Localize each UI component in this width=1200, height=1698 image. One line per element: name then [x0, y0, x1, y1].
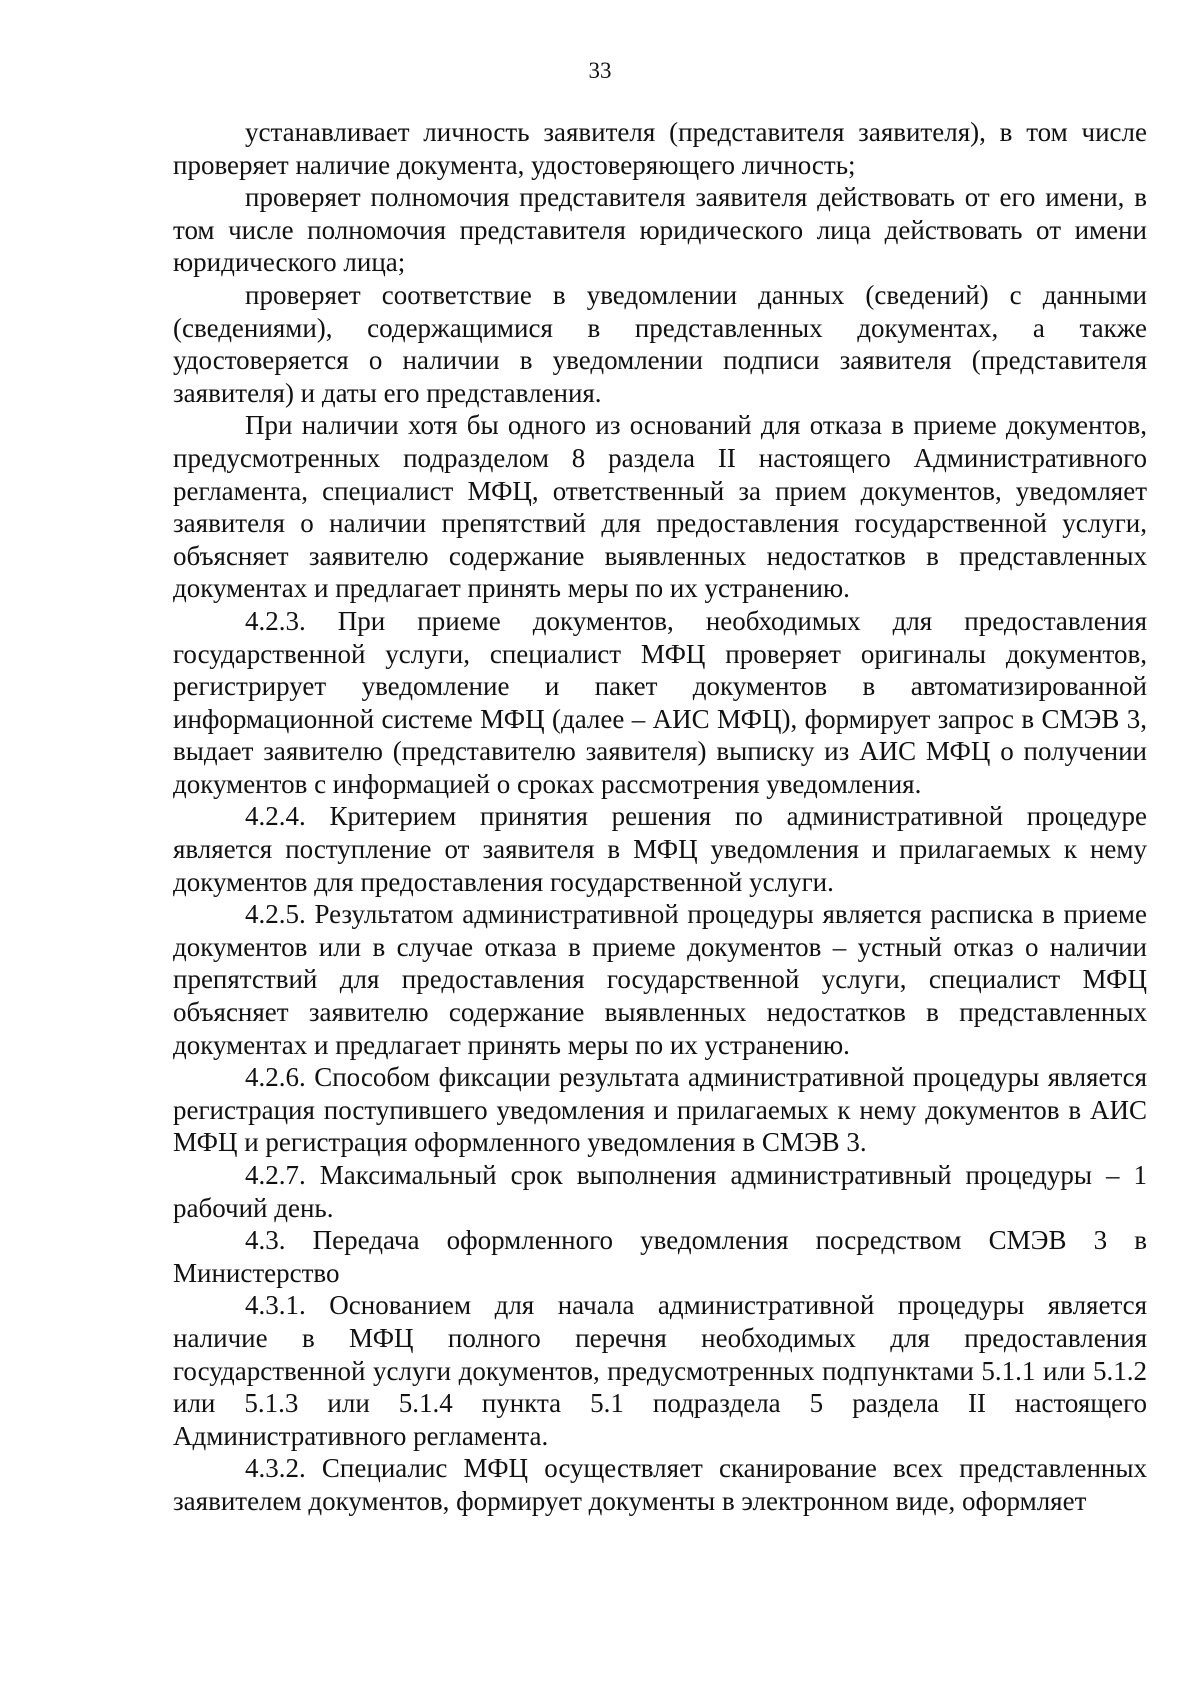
paragraph-4-2-3: 4.2.3. При приеме документов, необходимых для предоставления государственной услуги, специалист МФЦ проверяет оригиналы документов, регистрирует уведомление и пакет документов в автоматизированной информационной системе МФЦ (далее – АИС МФЦ), формирует запрос в СМЭВ 3, выдает заявителю (представителю заявителя) выписку из АИС МФЦ о получении документов с информацией о сроках рассмотрения уведомления.	[173, 605, 1147, 799]
paragraph-4-2-5: 4.2.5. Результатом административной процедуры является расписка в приеме документов или в случае отказа в приеме документов – устный отказ о наличии препятствий для предоставления государственной услуги, специалист МФЦ объясняет заявителю содержание выявленных недостатков в представленных документах и предлагает принять меры по их устранению.	[173, 899, 1147, 1060]
paragraph-data-match-check: проверяет соответствие в уведомлении данных (сведений) с данными (сведениями), содержащимися в представленных документах, а также удостоверяется о наличии в уведомлении подписи заявителя (представителя заявителя) и даты его представления.	[173, 279, 1147, 408]
paragraph-4-2-6: 4.2.6. Способом фиксации результата административной процедуры является регистрация поступившего уведомления и прилагаемых к нему документов в АИС МФЦ и регистрация оформленного уведомления в СМЭВ 3.	[173, 1062, 1147, 1158]
paragraph-4-2-4: 4.2.4. Критерием принятия решения по административной процедуре является поступление от заявителя в МФЦ уведомления и прилагаемых к нему документов для предоставления государственной услуги.	[173, 801, 1147, 897]
paragraph-identity-check: устанавливает личность заявителя (представителя заявителя), в том числе проверяет наличие документа, удостоверяющего личность;	[173, 117, 1147, 180]
paragraph-refusal-grounds: При наличии хотя бы одного из оснований для отказа в приеме документов, предусмотренных подразделом 8 раздела II настоящего Административного регламента, специалист МФЦ, ответственный за прием документов, уведомляет заявителя о наличии препятствий для предоставления государственной услуги, объясняет заявителю содержание выявленных недостатков в представленных документах и предлагает принять меры по их устранению.	[173, 410, 1147, 604]
paragraph-4-3-2: 4.3.2. Специалис МФЦ осуществляет сканирование всех представленных заявителем документов, формирует документы в электронном виде, оформляет	[173, 1453, 1147, 1516]
paragraph-authority-check: проверяет полномочия представителя заявителя действовать от его имени, в том числе полномочия представителя юридического лица действовать от имени юридического лица;	[173, 182, 1147, 278]
section-heading-4-3: 4.3. Передача оформленного уведомления посредством СМЭВ 3 в Министерство	[173, 1225, 1147, 1288]
document-body	[173, 116, 1147, 1518]
page-number: 33	[588, 58, 612, 83]
paragraph-4-2-7: 4.2.7. Максимальный срок выполнения административный процедуры – 1 рабочий день.	[173, 1160, 1147, 1223]
paragraph-4-3-1: 4.3.1. Основанием для начала административной процедуры является наличие в МФЦ полного перечня необходимых для предоставления государственной услуги документов, предусмотренных подпунктами 5.1.1 или 5.1.2 или 5.1.3 или 5.1.4 пункта 5.1 подраздела 5 раздела II настоящего Административного регламента.	[173, 1290, 1147, 1451]
